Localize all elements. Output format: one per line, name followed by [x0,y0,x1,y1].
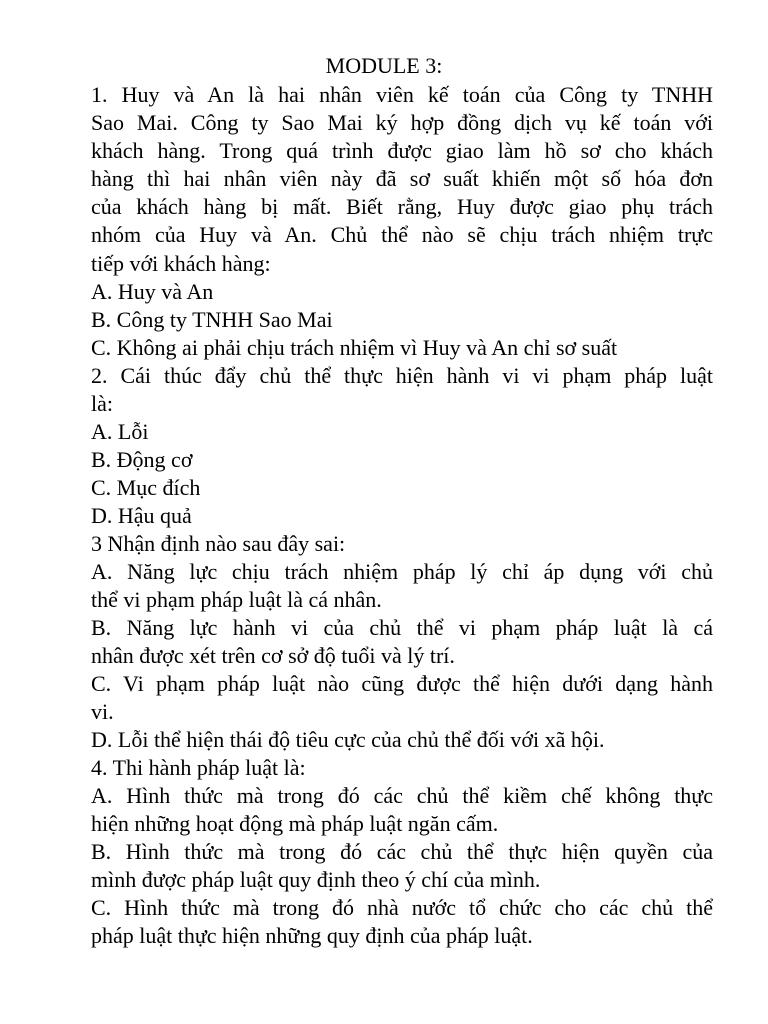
q2-option-a: A. Lỗi [91,419,149,444]
page-title: MODULE 3: [325,53,443,78]
q3-option-b: B. Năng lực hành vi của chủ thể vi phạm pháp luật là cá [91,615,713,640]
q1-option-a: A. Huy và An [91,279,214,304]
q4-option-c-cont: pháp luật thực hiện những quy định của pháp luật. [91,923,533,948]
q4-option-a: A. Hình thức mà trong đó các chủ thể kiềm chế không thực [91,783,713,808]
q4-option-c: C. Hình thức mà trong đó nhà nước tổ chức cho các chủ thể [91,895,713,920]
q1-text-line: khách hàng. Trong quá trình được giao làm hồ sơ cho khách [91,138,713,163]
q1-text-line: của khách hàng bị mất. Biết rằng, Huy được giao phụ trách [91,194,713,219]
q4-option-a-cont: hiện những hoạt động mà pháp luật ngăn cấm. [91,811,499,836]
q2-option-c: C. Mục đích [91,475,201,500]
q2-text-line: 2. Cái thúc đẩy chủ thể thực hiện hành vi vi phạm pháp luật [91,363,713,388]
q3-text-line: 3 Nhận định nào sau đây sai: [91,531,346,556]
q3-option-c: C. Vi phạm pháp luật nào cũng được thể hiện dưới dạng hành [91,671,713,696]
q4-option-b-cont: mình được pháp luật quy định theo ý chí của mình. [91,867,541,892]
q3-option-c-cont: vi. [91,699,114,724]
q4-option-b: B. Hình thức mà trong đó các chủ thể thực hiện quyền của [91,839,713,864]
q3-option-d: D. Lỗi thể hiện thái độ tiêu cực của chủ thể đối với xã hội. [91,727,605,752]
q1-option-b: B. Công ty TNHH Sao Mai [91,307,333,332]
q1-text-line: Sao Mai. Công ty Sao Mai ký hợp đồng dịch vụ kế toán với [91,110,713,135]
q1-text-line: hàng thì hai nhân viên này đã sơ suất khiến một số hóa đơn [91,166,713,191]
q1-text-line: 1. Huy và An là hai nhân viên kế toán của Công ty TNHH [91,82,713,107]
q3-option-b-cont: nhân được xét trên cơ sở độ tuổi và lý trí. [91,643,455,668]
q3-option-a: A. Năng lực chịu trách nhiệm pháp lý chỉ áp dụng với chủ [91,559,713,584]
q4-text-line: 4. Thi hành pháp luật là: [91,755,306,780]
q2-option-b: B. Động cơ [91,447,193,472]
q3-option-a-cont: thể vi phạm pháp luật là cá nhân. [91,587,382,612]
q1-option-c: C. Không ai phải chịu trách nhiệm vì Huy và An chỉ sơ suất [91,335,618,360]
q2-option-d: D. Hậu quả [91,503,192,528]
q1-text-line: nhóm của Huy và An. Chủ thể nào sẽ chịu trách nhiệm trực [91,222,713,247]
q1-text-line: tiếp với khách hàng: [91,251,271,276]
q2-text-line: là: [91,391,113,416]
